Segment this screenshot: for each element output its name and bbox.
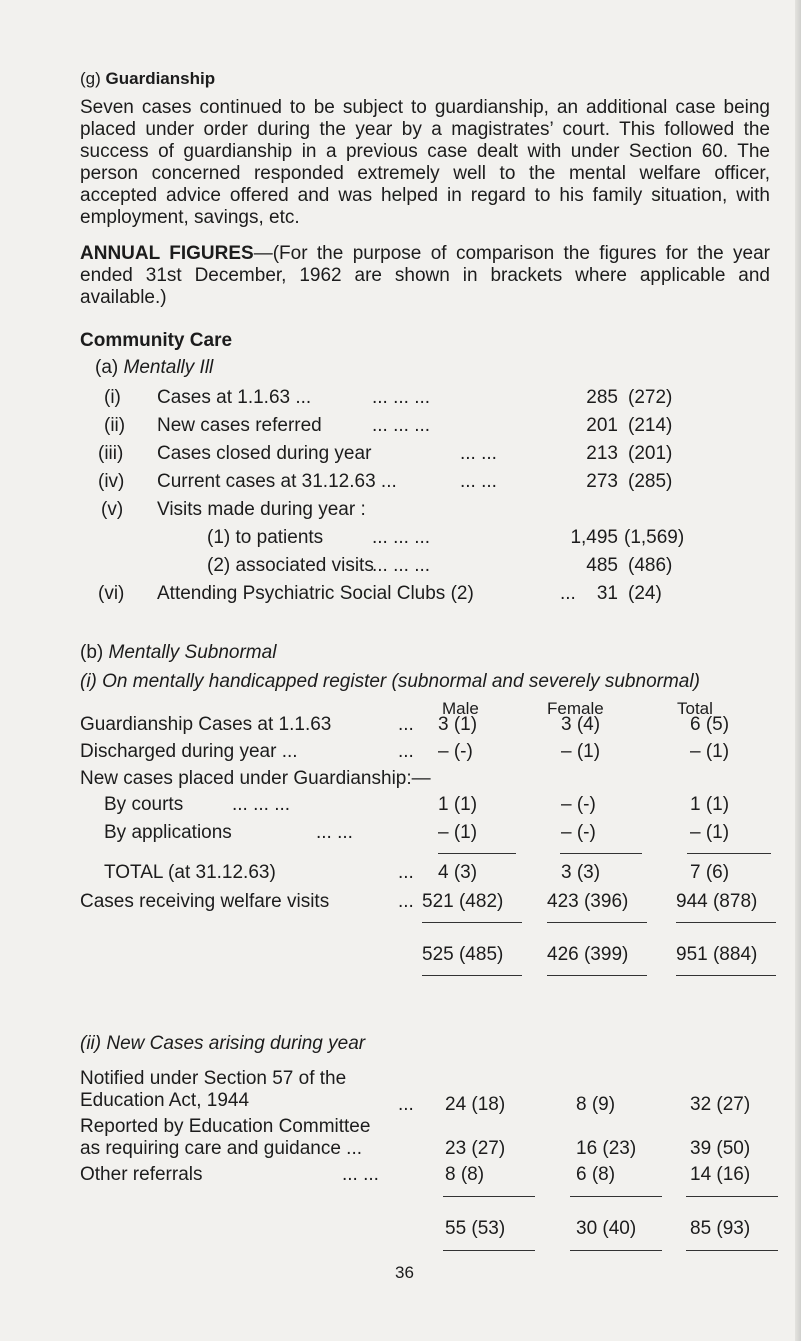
- guardianship-heading: [80, 68, 215, 90]
- new-subtotal-rule: [443, 1196, 535, 1197]
- column-header-total: Total: [677, 699, 713, 718]
- new-subtotal-rule: [686, 1196, 778, 1197]
- new-row-label-line1: Reported by Education Committee: [80, 1116, 371, 1137]
- ill-row-label: (2) associated visits: [207, 555, 374, 576]
- register-row-dots: ... ... ...: [232, 794, 291, 815]
- ill-row-label: Cases at 1.1.63 ...: [157, 387, 312, 408]
- new-row-female: 8 (9): [576, 1094, 616, 1115]
- register-row-total: 7 (6): [690, 862, 730, 883]
- new-total-male: 55 (53): [445, 1218, 506, 1239]
- new-row-label-line2: Other referrals: [80, 1164, 203, 1185]
- ill-row-prev: (285): [628, 471, 673, 492]
- register-row-label: By courts: [104, 794, 184, 815]
- register-row-female: – (1): [561, 741, 601, 762]
- subnormal-heading: [80, 642, 276, 664]
- ill-row-label: New cases referred: [157, 415, 322, 436]
- register-row-dots: ...: [398, 891, 414, 912]
- register-row-label: Cases receiving welfare visits: [80, 891, 330, 912]
- new-row-dots: ...: [398, 1094, 414, 1115]
- register-row-total: 944 (878): [676, 891, 758, 912]
- ill-row-value: 285: [586, 387, 618, 408]
- new-row-female: 16 (23): [576, 1138, 637, 1159]
- new-row-label-line2: Education Act, 1944: [80, 1090, 250, 1111]
- register-row-label: Guardianship Cases at 1.1.63: [80, 714, 332, 735]
- ill-row-dots: ... ...: [460, 443, 497, 464]
- total-rule: [547, 922, 647, 923]
- new-row-total: 32 (27): [690, 1094, 751, 1115]
- register-row-label: New cases placed under Guardianship:—: [80, 768, 431, 789]
- ill-row-prev: (1,569): [624, 527, 685, 548]
- new-total-rule: [443, 1250, 535, 1251]
- ill-row-dots: ... ... ...: [372, 415, 431, 436]
- grand-total-male: 525 (485): [422, 944, 504, 965]
- new-total-rule: [570, 1250, 662, 1251]
- new-total-total: 85 (93): [690, 1218, 751, 1239]
- ill-row-prev: (272): [628, 387, 673, 408]
- register-row-total: – (1): [690, 741, 730, 762]
- register-row-total: – (1): [690, 822, 730, 843]
- column-header-male: Male: [442, 699, 479, 718]
- ill-row-prev: (486): [628, 555, 673, 576]
- register-row-male: 521 (482): [422, 891, 504, 912]
- new-total-rule: [686, 1250, 778, 1251]
- register-row-female: – (-): [561, 794, 596, 815]
- register-row-dots: ...: [398, 714, 414, 735]
- ill-row-prev: (24): [628, 583, 662, 604]
- ill-row-label: Visits made during year :: [157, 499, 366, 520]
- ill-row-value: 201: [586, 415, 618, 436]
- ill-row-num: (v): [101, 499, 124, 520]
- new-row-total: 14 (16): [690, 1164, 751, 1185]
- new-row-female: 6 (8): [576, 1164, 616, 1185]
- register-row-label: By applications: [104, 822, 232, 843]
- new-row-male: 24 (18): [445, 1094, 506, 1115]
- page-number: 36: [395, 1263, 414, 1282]
- guardianship-paragraph: Seven cases continued to be subject to guardianship, an additional case being placed under order during the year by a magistrates’ court. This followed the success of guardianship in a previous case dealt with under Section 60. The person concerned responded extremely well to the mental welfare officer, accepted advice offered and was helped in regard to his family situation, with employment, savings, etc.: [80, 97, 770, 228]
- register-row-dots: ...: [398, 862, 414, 883]
- new-row-label-line1: Notified under Section 57 of the: [80, 1068, 347, 1089]
- subtotal-rule: [560, 853, 642, 854]
- register-row-label: Discharged during year ...: [80, 741, 298, 762]
- new-row-label-line2: as requiring care and guidance ...: [80, 1138, 363, 1159]
- ill-row-value: 485: [586, 555, 618, 576]
- mentally-ill-prefix: (a): [95, 357, 119, 378]
- register-row-dots: ...: [398, 741, 414, 762]
- register-row-dots: ... ...: [316, 822, 353, 843]
- register-row-female: 3 (3): [561, 862, 601, 883]
- grand-total-female: 426 (399): [547, 944, 629, 965]
- section-title: Guardianship: [105, 69, 216, 88]
- ill-row-label: Attending Psychiatric Social Clubs (2): [157, 583, 474, 604]
- ill-row-num: (iv): [98, 471, 125, 492]
- register-row-label: TOTAL (at 31.12.63): [104, 862, 276, 883]
- grand-total-rule: [422, 975, 522, 976]
- ill-row-value: 213: [586, 443, 618, 464]
- register-row-male: – (1): [438, 822, 478, 843]
- subtotal-rule: [687, 853, 771, 854]
- community-care-heading: Community Care: [80, 330, 233, 351]
- annual-figures-title: ANNUAL FIGURES: [80, 243, 254, 264]
- total-rule: [676, 922, 776, 923]
- column-header-female: Female: [547, 699, 604, 718]
- ill-row-prev: (201): [628, 443, 673, 464]
- new-row-male: 8 (8): [445, 1164, 485, 1185]
- register-row-female: 423 (396): [547, 891, 629, 912]
- ill-row-dots: ...: [560, 583, 576, 604]
- ill-row-prev: (214): [628, 415, 673, 436]
- register-row-female: 3 (4): [561, 714, 601, 735]
- ill-row-dots: ... ... ...: [372, 387, 431, 408]
- register-title: (i) On mentally handicapped register (subnormal and severely subnormal): [80, 671, 700, 692]
- register-row-male: – (-): [438, 741, 473, 762]
- ill-row-value: 273: [586, 471, 618, 492]
- ill-row-dots: ... ... ...: [372, 555, 431, 576]
- annual-figures-note: —(For the purpose of comparison the figures for the year ended 31st December, 1962 are shown in brackets where applicable and available.): [80, 243, 770, 308]
- mentally-ill-title: Mentally Ill: [123, 357, 214, 378]
- page-edge: [795, 0, 801, 1341]
- section-prefix: (g): [80, 69, 101, 88]
- register-row-male: 3 (1): [438, 714, 478, 735]
- register-row-male: 1 (1): [438, 794, 478, 815]
- ill-row-num: (i): [104, 387, 121, 408]
- total-rule: [422, 922, 522, 923]
- register-row-total: 1 (1): [690, 794, 730, 815]
- new-row-dots: ... ...: [342, 1164, 379, 1185]
- new-total-female: 30 (40): [576, 1218, 637, 1239]
- ill-row-value: 31: [596, 583, 618, 604]
- grand-total-rule: [547, 975, 647, 976]
- subtotal-rule: [438, 853, 516, 854]
- new-row-male: 23 (27): [445, 1138, 506, 1159]
- register-row-male: 4 (3): [438, 862, 478, 883]
- grand-total-rule: [676, 975, 776, 976]
- new-row-total: 39 (50): [690, 1138, 751, 1159]
- ill-row-value: 1,495: [570, 527, 618, 548]
- ill-row-label: Cases closed during year: [157, 443, 372, 464]
- new-subtotal-rule: [570, 1196, 662, 1197]
- register-row-total: 6 (5): [690, 714, 730, 735]
- mentally-ill-heading: [95, 357, 213, 379]
- ill-row-num: (vi): [98, 583, 125, 604]
- ill-row-label: Current cases at 31.12.63 ...: [157, 471, 397, 492]
- new-cases-title: (ii) New Cases arising during year: [80, 1033, 366, 1054]
- ill-row-dots: ... ... ...: [372, 527, 431, 548]
- grand-total-total: 951 (884): [676, 944, 758, 965]
- ill-row-dots: ... ...: [460, 471, 497, 492]
- register-row-female: – (-): [561, 822, 596, 843]
- subnormal-title: Mentally Subnormal: [108, 642, 277, 663]
- annual-figures-paragraph: [80, 243, 770, 309]
- ill-row-num: (ii): [104, 415, 126, 436]
- subnormal-prefix: (b): [80, 642, 104, 663]
- ill-row-label: (1) to patients: [207, 527, 324, 548]
- ill-row-num: (iii): [98, 443, 124, 464]
